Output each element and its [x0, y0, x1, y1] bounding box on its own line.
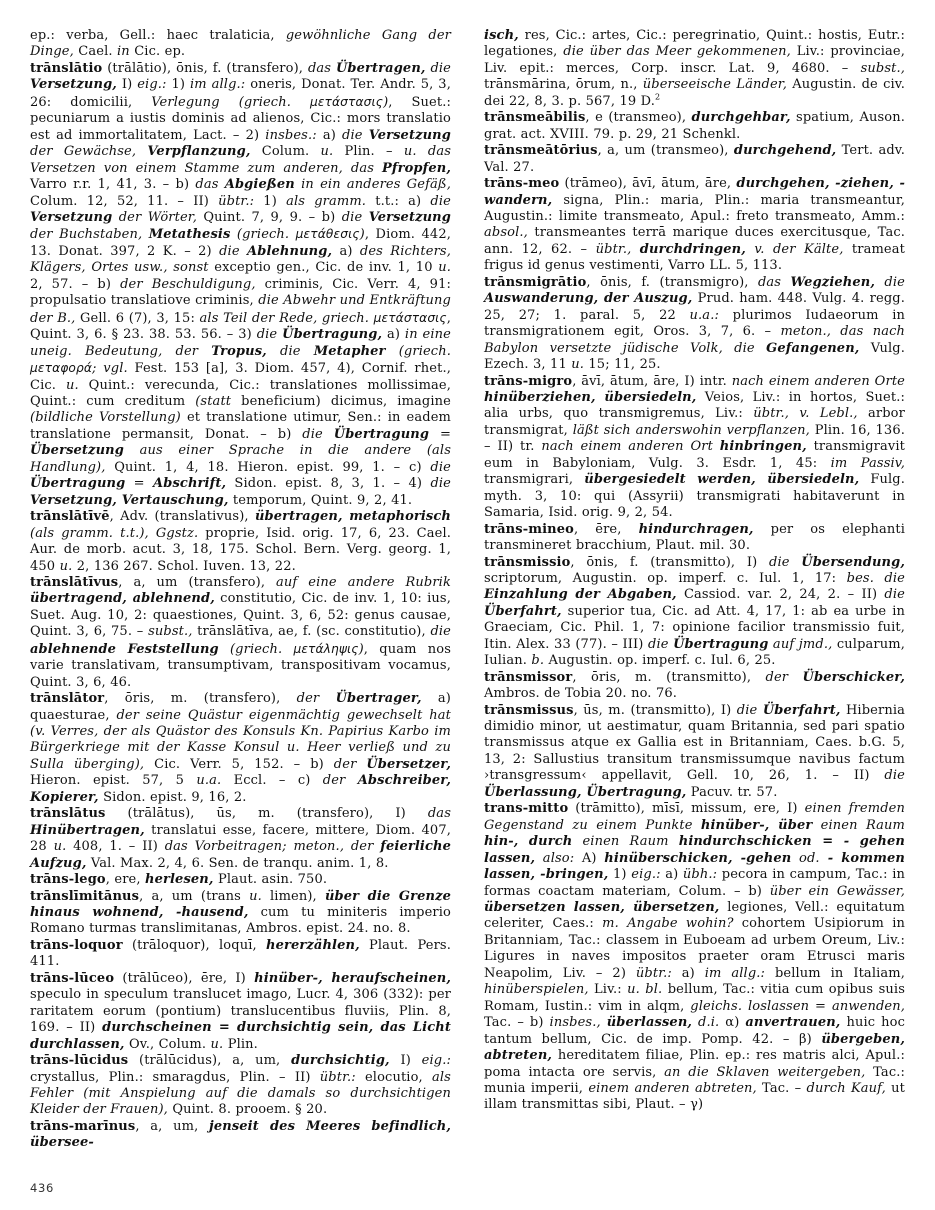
dictionary-entry: trānsmeābilis, e (transmeo), durchgehbar, spatium, Auson. grat. act. XVIII. 79. p. 29, 21 Schenkl.	[484, 110, 905, 142]
right-column	[484, 28, 905, 1152]
dictionary-entry: trāns-lūcidus (trālūcidus), a, um, durchsichtig, I) eig.: crystallus, Plin.: smaragdus, Plin. – II) übtr.: elocutio, als Fehler (mit Anspielung auf die damals so durchsichtigen Kleider der Frauen), Quint. 8. prooem. § 20.	[30, 1053, 451, 1118]
dictionary-entry: trānslīmitānus, a, um (trans u. limen), über die Grenze hinaus wohnend, -hausend, cum tu miniteris imperio Romano turmas translimitanas, Ambros. epist. 24. no. 8.	[30, 888, 451, 937]
dictionary-entry: trāns-lūceo (trālūceo), ēre, I) hinüber-, heraufscheinen, speculo in speculum translucet imago, Lucr. 4, 306 (332): per raritatem eorum (pontium) translucentibus fluviis, Plin. 8, 169. – II) durchscheinen = durchsichtig sein, das Licht durchlassen, Ov., Colum. u. Plin.	[30, 970, 451, 1052]
dictionary-entry: trāns-mineo, ēre, hindurchragen, per os elephanti transmineret bracchium, Plaut. mil. 30.	[484, 521, 905, 554]
dictionary-entry: trānslātus (trālātus), ūs, m. (transfero), I) das Hinübertragen, translatui esse, facere, mittere, Diom. 407, 28 u. 408, 1. – II) das Vorbeitragen; meton., der feierliche Aufzug, Val. Max. 2, 4, 6. Sen. de tranqu. anim. 1, 8.	[30, 806, 451, 871]
entry-continuation: isch, res, Cic.: artes, Cic.: peregrinatio, Quint.: hostis, Eutr.: legationes, die über das Meer gekommenen, Liv.: provinciae, Liv. epit.: merces, Corp. inscr. Lat. 9, 4680. – subst., trānsmārina, ōrum, n., überseeische Länder, Augustin. de civ. dei 22, 8, 3. p. 567, 19 D.$^2$	[484, 28, 906, 109]
dictionary-entry: trāns-meo (trāmeo), āvī, ātum, āre, durchgehen, -ziehen, -wandern, signa, Plin.: maria, Plin.: maria transmeantur, Augustin.: limite transmeato, Apul.: freto transmeato, Amm.: absol., transmeantes terrā marique duces exercitusque, Tac. ann. 12, 62. – übtr., durchdringen, v. der Kälte, trameat frigus id genus vestimenti, Varro LL. 5, 113.	[484, 176, 905, 274]
dictionary-entry: trans-mitto (trāmitto), mīsī, missum, ere, I) einen fremden Gegenstand zu einem Punkte hinüber-, über einen Raum hin-, durch einen Raum hindurchschicken = - gehen lassen, also: A) hinüberschicken, -gehen od. - kommen lassen, -bringen, 1) eig.: a) übh.: pecora in campum, Tac.: in formas coactam materiam, Colum. – b) über ein Gewässer, übersetzen lassen, übersetzen, legiones, Vell.: equitatum celeriter, Caes.: m. Angabe wohin? cohortem Usipiorum in Britanniam, Tac.: classem in Euboeam ad urbem Oreum, Liv.: Ligures in naves impositos praeter oram Etrusci maris Neapolim, Liv. – 2) übtr.: a) im allg.: bellum in Italiam, hinüberspielen, Liv.: u. bl. bellum, Tac.: vitia cum opibus suis Romam, Iustin.: vim in alqm, gleichs. loslassen = anwenden, Tac. – b) insbes., überlassen, d.i. α) anvertrauen, huic hoc tantum bellum, Cic. de imp. Pomp. 42. – β) übergeben, abtreten, hereditatem filiae, Plin. ep.: res matris alci, Apul.: poma intacta ore servis, an die Sklaven weitergeben, Tac.: munia imperii, einem anderen abtreten, Tac. – durch Kauf, ut illam transmittas sibi, Plaut. – γ)	[484, 801, 906, 1113]
dictionary-entry: trāns-marīnus, a, um, jenseit des Meeres befindlich, übersee-	[30, 1118, 451, 1151]
dictionary-entry: trānsmissor, ōris, m. (transmitto), der Überschicker, Ambros. de Tobia 20. no. 76.	[484, 669, 905, 702]
dictionary-entry: trānsmissus, ūs, m. (transmitto), I) die Überfahrt, Hibernia dimidio minor, ut aestimatur, quam Britannia, sed pari spatio transmissus atque ex Gallia est in Britanniam, Caes. b.G. 5, 13, 2: Sallustius transitum transmissumque navibus factum ›transgressum‹ appellavit, Gell. 10, 26, 1. – II) die Überlassung, Übertragung, Pacuv. tr. 57.	[484, 702, 906, 800]
dictionary-entry: trāns-loquor (trāloquor), loquī, hererzählen, Plaut. Pers. 411.	[30, 937, 451, 970]
dictionary-entry: trānsmissio, ōnis, f. (transmitto), I) die Übersendung, scriptorum, Augustin. op. imperf. c. Iul. 1, 17: bes. die Einzahlung der Abgaben, Cassiod. var. 2, 24, 2. – II) die Überfahrt, superior tua, Cic. ad Att. 4, 17, 1: ab ea urbe in Graeciam, Cic. Phil. 1, 7: opinione facilior transmissio fuit, Itin. Alex. 33 (77). – III) die Übertragung auf jmd., culparum, Iulian. b. Augustin. op. imperf. c. Iul. 6, 25.	[484, 554, 905, 669]
page-columns	[30, 28, 905, 1152]
dictionary-entry: trāns-lego, ere, herlesen, Plaut. asin. 750.	[30, 872, 328, 888]
dictionary-entry: trānslātīvus, a, um (transfero), auf eine andere Rubrik übertragend, ablehnend, constitutio, Cic. de inv. 1, 10: ius, Suet. Aug. 10, 2: quaestiones, Quint. 3, 6, 52: genus causae, Quint. 3, 6, 75. – subst., trānslātīva, ae, f. (sc. constitutio), die ablehnende Feststellung (griech. μετάληψις), quam nos varie translativam, transumptivam, transpositivam vocamus, Quint. 3, 6, 46.	[30, 574, 452, 690]
dictionary-entry: trānslātio (trālātio), ōnis, f. (transfero), das Übertragen, die Versetzung, I) eig.: 1) im allg.: oneris, Donat. Ter. Andr. 5, 3, 26: domicilii, Verlegung (griech. μετάστασις), Suet.: pecuniarum a iustis dominis ad alienos, Cic.: mors translatio est ad immortalitatem, Lact. – 2) insbes.: a) die Versetzung der Gewächse, Verpflanzung, Colum. u. Plin. – u. das Versetzen von einem Stamme zum anderen, das Pfropfen, Varro r.r. 1, 41, 3. – b) das Abgießen in ein anderes Gefäß, Colum. 12, 52, 11. – II) übtr.: 1) als gramm. t.t.: a) die Versetzung der Wörter, Quint. 7, 9, 9. – b) die Versetzung der Buchstaben, Metathesis (griech. μετάθεσις), Diom. 442, 13. Donat. 397, 2 K. – 2) die Ablehnung, a) des Richters, Klägers, Ortes usw., sonst exceptio gen., Cic. de inv. 1, 10 u. 2, 57. – b) der Beschuldigung, criminis, Cic. Verr. 4, 91: propulsatio translatiove criminis, die Abwehr und Entkräftung der B., Gell. 6 (7), 3, 15: als Teil der Rede, griech. μετάστασις, Quint. 3, 6. § 23. 38. 53. 56. – 3) die Übertragung, a) in eine uneig. Bedeutung, der Tropus, die Metapher (griech. μεταφορά; vgl. Fest. 153 [a], 3. Diom. 457, 4), Cornif. rhet., Cic. u. Quint.: verecunda, Cic.: translationes mollissimae, Quint.: cum creditum (statt beneficium) dicimus, imagine (bildliche Vorstellung) et translatione utimur, Sen.: in eadem translatione permansit, Donat. – b) die Übertragung = Übersetzung aus einer Sprache in die andere (als Handlung), Quint. 1, 4, 18. Hieron. epist. 99, 1. – c) die Übertragung = Abschrift, Sidon. epist. 8, 3, 1. – 4) die Versetzung, Vertauschung, temporum, Quint. 9, 2, 41.	[30, 60, 452, 508]
dictionary-entry: trānslātīvē, Adv. (translativus), übertragen, metaphorisch (als gramm. t.t.), Ggstz. proprie, Isid. orig. 17, 6, 23. Cael. Aur. de morb. acut. 3, 18, 175. Schol. Bern. Verg. georg. 1, 450 u. 2, 136 267. Schol. Iuven. 13, 22.	[30, 509, 451, 574]
dictionary-entry: trāns-migro, āvī, ātum, āre, I) intr. nach einem anderen Orte hinüberziehen, übersiedeln, Veios, Liv.: in hortos, Suet.: alia urbs, quo transmigremus, Liv.: übtr., v. Lebl., arbor transmigrat, läßt sich anderswohin verpflanzen, Plin. 16, 136. – II) tr. nach einem anderen Ort hinbringen, transmigravit eum in Babyloniam, Vulg. 3. Esdr. 1, 45: im Passiv, transmigrari, übergesiedelt werden, übersiedeln, Fulg. myth. 3, 10: qui (Assyrii) transmigrati habitaverunt in Samaria, Isid. orig. 9, 2, 54.	[484, 373, 906, 521]
page-number: 436	[30, 1181, 55, 1195]
dictionary-entry: trānsmigrātio, ōnis, f. (transmigro), das Wegziehen, die Auswanderung, der Auszug, Prud. ham. 448. Vulg. 4. regg. 25, 27; 1. paral. 5, 22 u.a.: plurimos Iudaeorum in transmigrationem egit, Oros. 3, 7, 6. – meton., das nach Babylon versetzte jüdische Volk, die Gefangenen, Vulg. Ezech. 3, 11 u. 15; 11, 25.	[484, 274, 905, 373]
dictionary-entry: trānsmeātōrius, a, um (transmeo), durchgehend, Tert. adv. Val. 27.	[484, 143, 905, 175]
entry-continuation: ep.: verba, Gell.: haec tralaticia, gewöhnliche Gang der Dinge, Cael. in Cic. ep.	[30, 28, 452, 60]
dictionary-entry: trānslātor, ōris, m. (transfero), der Übertrager, a) quaesturae, der seine Quästur eigenmächtig gewechselt hat (v. Verres, der als Quästor des Konsuls Kn. Papirius Karbo im Bürgerkriege mit der Kasse Konsul u. Heer verließ und zu Sulla überging), Cic. Verr. 5, 152. – b) der Übersetzer, Hieron. epist. 57, 5 u.a. Eccl. – c) der Abschreiber, Kopierer, Sidon. epist. 9, 16, 2.	[30, 691, 451, 805]
left-column	[30, 28, 451, 1152]
